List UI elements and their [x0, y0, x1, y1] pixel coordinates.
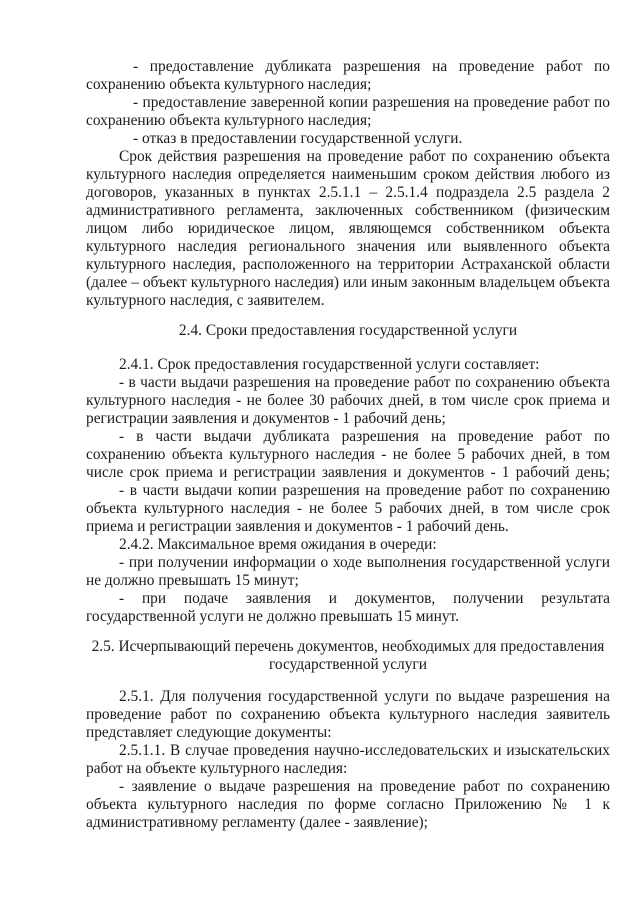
paragraph-line: договоров, указанных в пунктах 2.5.1.1 – 2.5.1.4 подраздела 2.5 раздела 2: [86, 184, 610, 201]
list-item-line: - предоставление заверенной копии разрешения на проведение работ по: [133, 94, 610, 111]
paragraph-line: культурного наследия, с заявителем.: [86, 292, 325, 309]
paragraph-line: Срок действия разрешения на проведение работ по сохранению объекта: [119, 148, 610, 165]
paragraph-line: представляет следующие документы:: [86, 724, 332, 741]
list-item-line: - отказ в предоставлении государственной услуги.: [133, 130, 463, 147]
paragraph-line: проведение работ по сохранению объекта культурного наследия заявитель: [86, 706, 610, 723]
list-item-line: - предоставление дубликата разрешения на проведение работ по: [133, 58, 610, 75]
list-item-line: объекта культурного наследия - не более 5 рабочих дней, в том числе срок: [86, 500, 610, 517]
section-heading: государственной услуги: [269, 656, 427, 673]
list-item-line: - в части выдачи разрешения на проведение работ по сохранению объекта: [119, 374, 610, 391]
paragraph-line: 2.4.2. Максимальное время ожидания в очереди:: [119, 536, 437, 553]
list-item-line: приема и регистрации заявления и документов - 1 рабочий день.: [86, 518, 509, 535]
list-item-line: - в части выдачи дубликата разрешения на проведение работ по: [119, 428, 610, 445]
section-heading: 2.4. Сроки предоставления государственной услуги: [178, 322, 518, 339]
paragraph-line: культурного наследия определяется наименьшим сроком действия любого из: [86, 166, 610, 183]
paragraph-line: 2.5.1. Для получения государственной услуги по выдаче разрешения на: [119, 688, 610, 705]
paragraph-line: работ на объекте культурного наследия:: [86, 760, 348, 777]
list-item-line: сохранению объекта культурного наследия;: [86, 112, 372, 129]
paragraph-line: культурного наследия, расположенного на территории Астраханской области: [86, 256, 610, 273]
list-item-line: культурного наследия - не более 30 рабочих дней, в том числе срок приема и: [86, 392, 610, 409]
section-heading: 2.5. Исчерпывающий перечень документов, необходимых для предоставления: [91, 638, 605, 655]
list-item-line: сохранению объекта культурного наследия;: [86, 76, 372, 93]
paragraph-line: культурного наследия регионального значения или выявленного объекта: [86, 238, 610, 255]
list-item-line: не должно превышать 15 минут;: [86, 572, 299, 589]
paragraph-line: (далее – объект культурного наследия) или иным законным владельцем объекта: [86, 274, 610, 291]
paragraph-line: 2.5.1.1. В случае проведения научно-исследовательских и изыскательских: [119, 742, 610, 759]
list-item-line: административному регламенту (далее - заявление);: [86, 814, 428, 831]
list-item-line: числе срок приема и регистрации заявления и документов - 1 рабочий день;: [86, 464, 610, 481]
list-item-line: государственной услуги не должно превышать 15 минут.: [86, 608, 459, 625]
paragraph-line: 2.4.1. Срок предоставления государственной услуги составляет:: [119, 356, 540, 373]
list-item-line: объекта культурного наследия по форме согласно Приложению № 1 к: [86, 796, 610, 813]
list-item-line: - при получении информации о ходе выполнения государственной услуги: [119, 554, 610, 571]
paragraph-line: административного регламента, заключенных собственником (физическим: [86, 202, 610, 219]
list-item-line: - в части выдачи копии разрешения на проведение работ по сохранению: [119, 482, 610, 499]
list-item-line: регистрации заявления и документов - 1 рабочий день;: [86, 410, 446, 427]
list-item-line: - заявление о выдаче разрешения на проведение работ по сохранению: [119, 778, 610, 795]
list-item-line: - при подаче заявления и документов, получении результата: [119, 590, 610, 607]
list-item-line: сохранению объекта культурного наследия - не более 5 рабочих дней, в том: [86, 446, 610, 463]
paragraph-line: лицом либо юридическое лицом, являющемся собственником объекта: [86, 220, 610, 237]
